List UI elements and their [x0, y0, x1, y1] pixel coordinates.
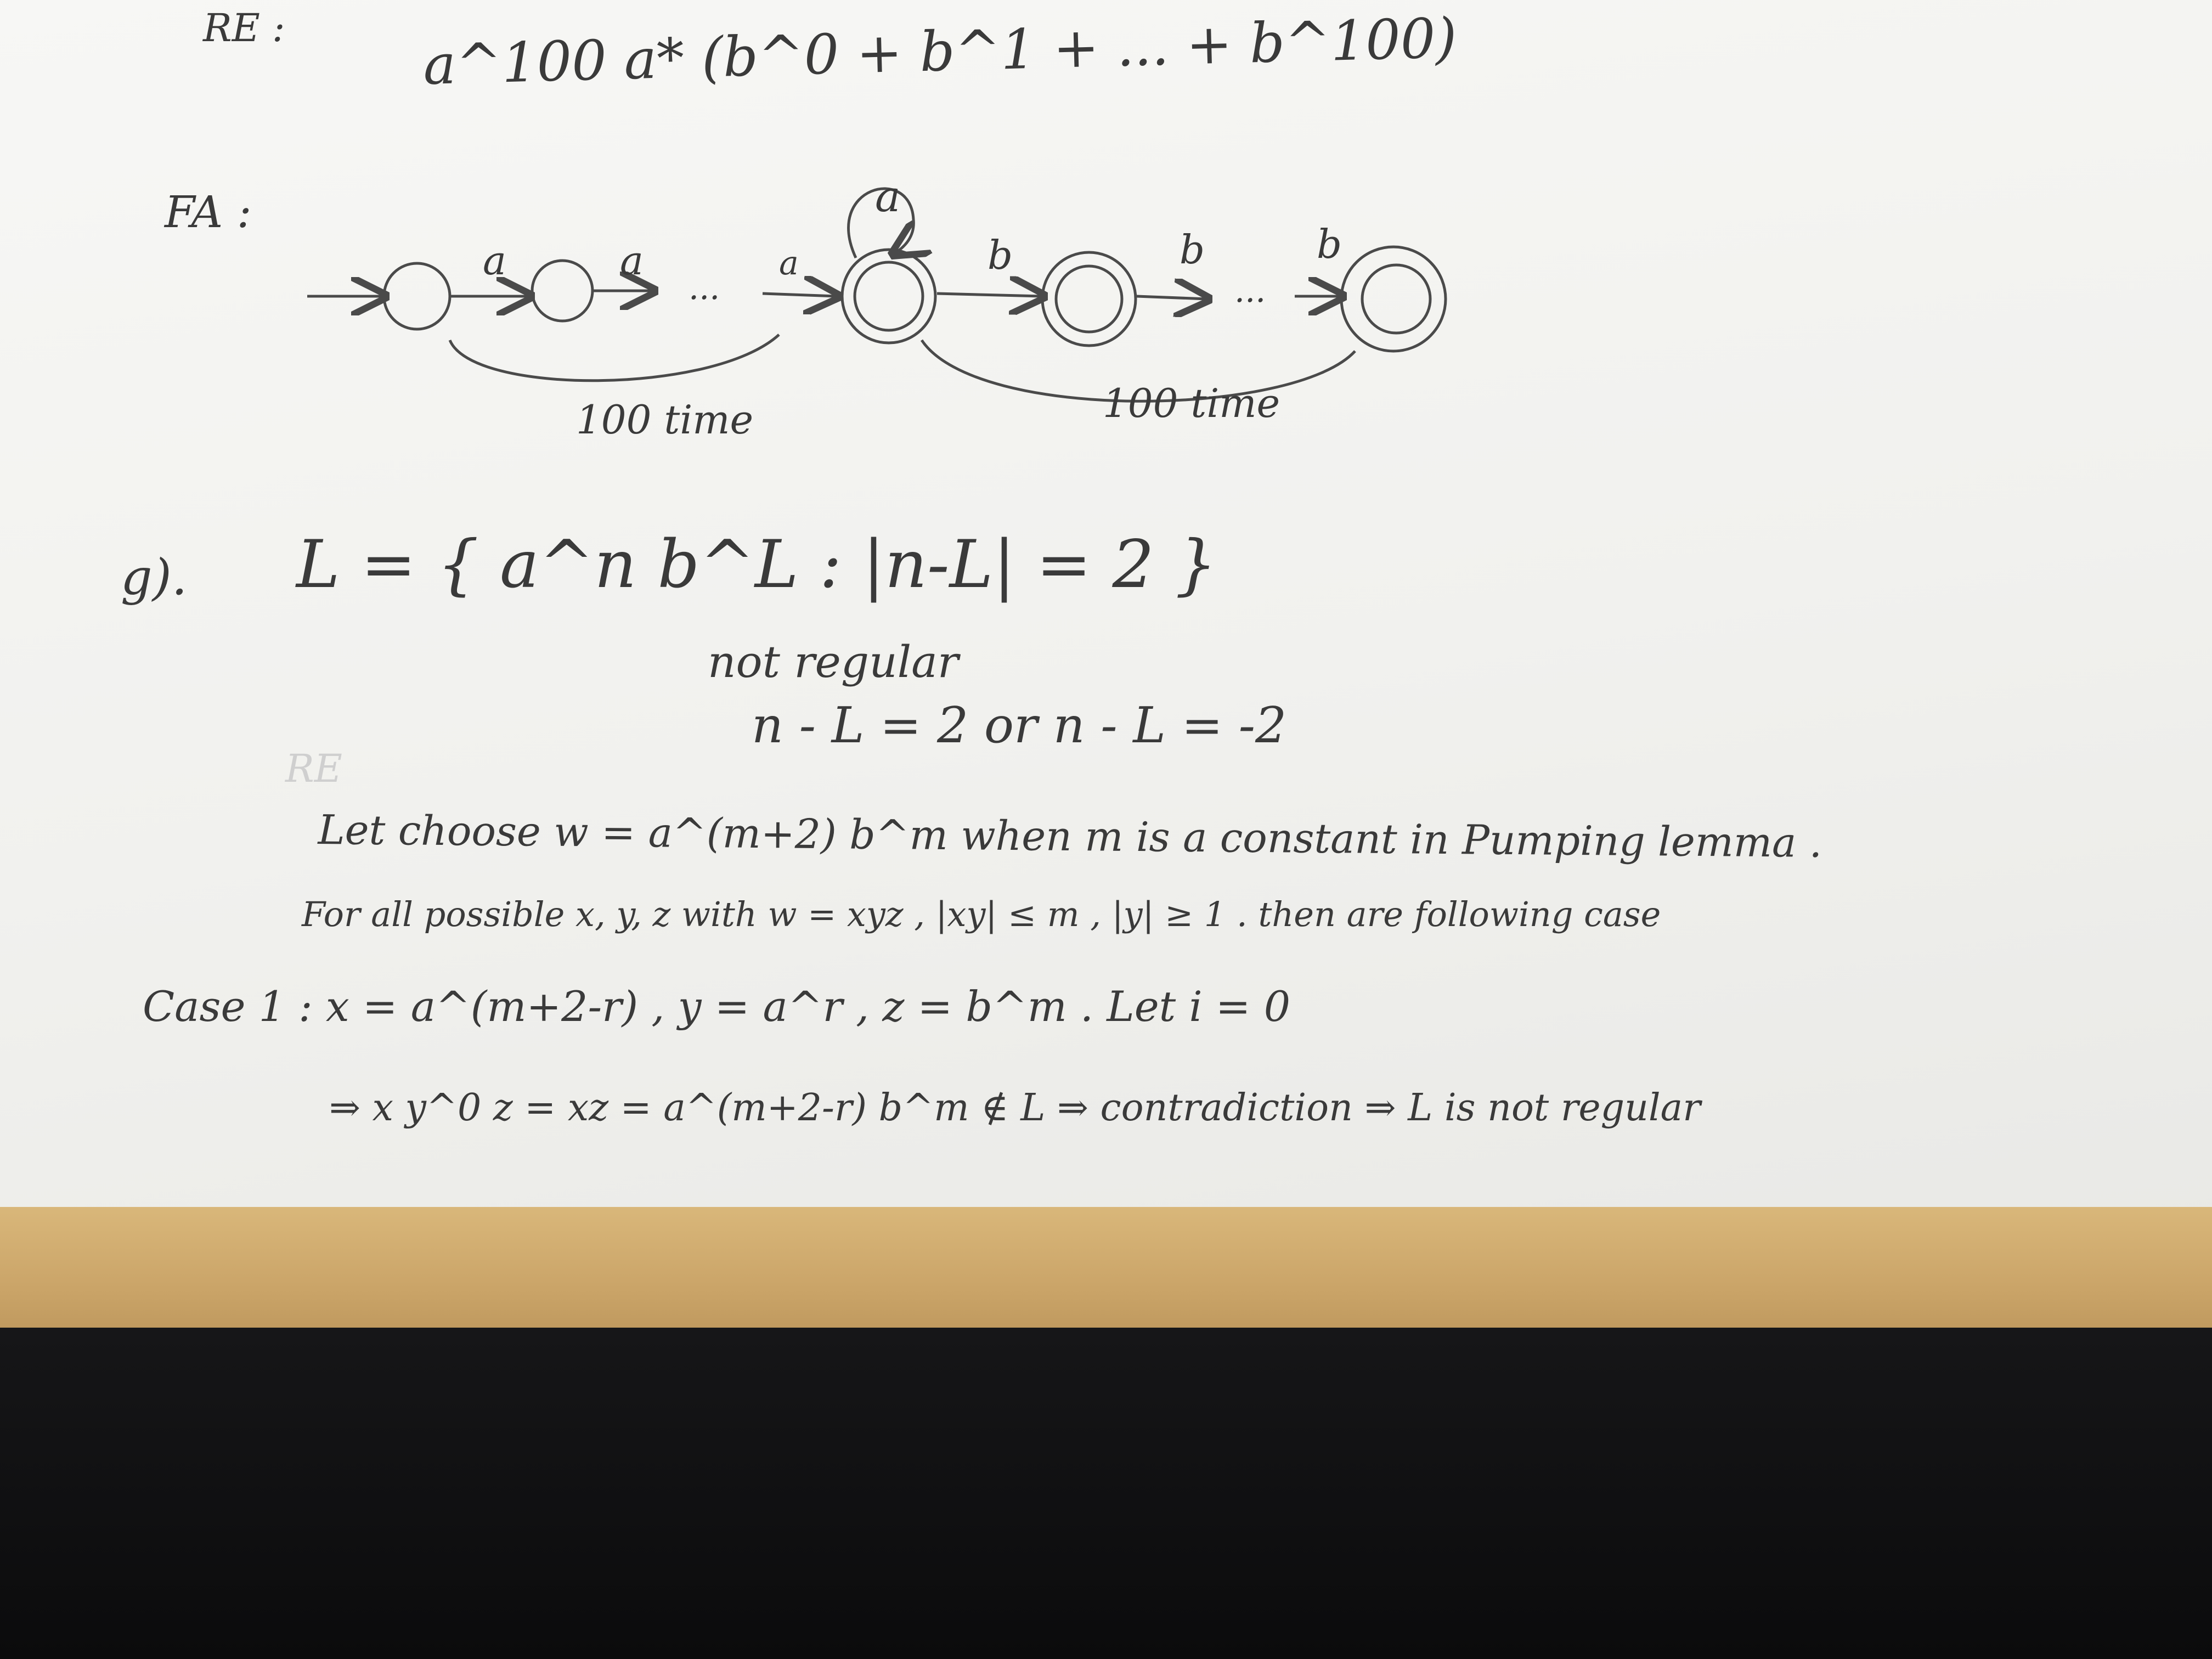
line-conclusion: ⇒ x y^0 z = xz = a^(m+2-r) b^m ∉ L ⇒ contradiction ⇒ L is not regular [329, 1086, 1701, 1130]
edge-label-a2: a [620, 238, 644, 284]
brace-label-a: 100 time [576, 397, 754, 443]
line-choose-w: Let choose w = a^(m+2) b^m when m is a constant in Pumping lemma . [318, 806, 1822, 867]
re-label: RE : [203, 5, 285, 50]
edge-label-a1: a [483, 238, 506, 284]
edge-label-a3: a [779, 244, 799, 283]
line-for-all: For all possible x, y, z with w = xyz , |xy| ≤ m , |y| ≥ 1 . then are following case [302, 894, 1661, 934]
dots-b: ... [1234, 272, 1266, 310]
dark-background [0, 1328, 2212, 1659]
part-label: g). [121, 549, 188, 606]
transition-b2 [1137, 296, 1207, 299]
state-b100-inner [1362, 265, 1430, 333]
line-case-1: Case 1 : x = a^(m+2-r) , y = a^r , z = b^m . Let i = 0 [143, 982, 1291, 1031]
edge-label-b2: b [1180, 227, 1205, 273]
fa-label: FA : [165, 187, 252, 238]
faint-re-mark: RE [285, 746, 342, 791]
language-definition: L = { a^n b^L : |n-L| = 2 } [296, 527, 1217, 603]
brace-a-arc [450, 335, 779, 381]
state-b1-inner [1056, 266, 1122, 332]
re-expression: a^100 a* (b^0 + b^1 + ... + b^100) [422, 5, 1458, 97]
dots-a: ... [689, 269, 720, 307]
loop-label-a: a [875, 172, 901, 222]
edge-label-b3: b [1317, 221, 1342, 267]
verdict-not-regular: not regular [708, 636, 959, 687]
case-equations: n - L = 2 or n - L = -2 [752, 697, 1287, 754]
state-q1 [532, 261, 592, 321]
brace-label-b: 100 time [1103, 380, 1280, 426]
state-q100-inner [855, 262, 923, 330]
transition-a3 [763, 294, 837, 296]
edge-label-b1: b [988, 232, 1013, 278]
transition-b1 [937, 294, 1042, 296]
state-q0 [384, 263, 450, 329]
